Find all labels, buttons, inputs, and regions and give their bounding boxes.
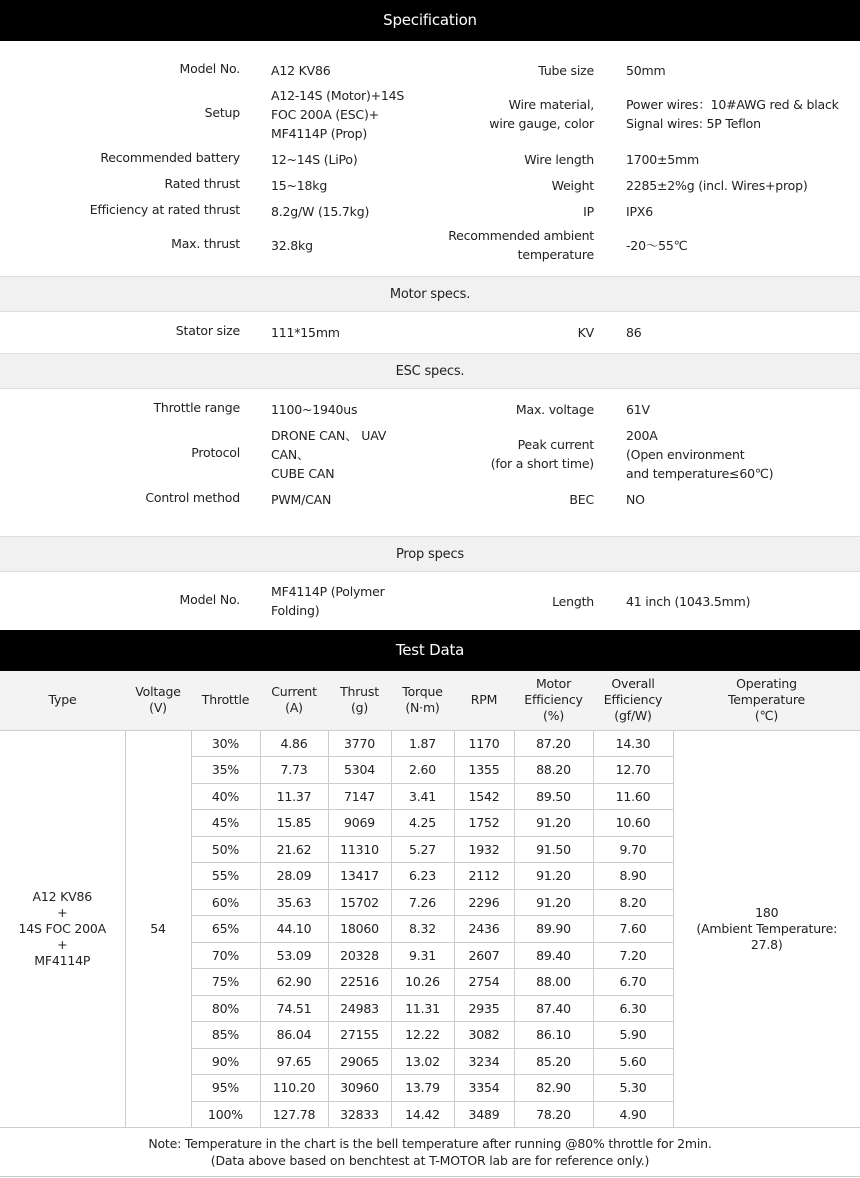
motor-right-label: KV <box>577 324 594 340</box>
table-cell: 30960 <box>328 1075 391 1102</box>
test-table-header-row <box>0 671 860 730</box>
table-cell: 10.60 <box>593 810 673 837</box>
table-cell: 110.20 <box>260 1075 328 1102</box>
table-cell: 87.20 <box>514 730 593 757</box>
spec-right-label: Weight <box>551 177 594 193</box>
motor-row <box>0 322 860 342</box>
table-cell: 89.50 <box>514 783 593 810</box>
table-cell: 30% <box>191 730 260 757</box>
table-cell: 55% <box>191 863 260 890</box>
table-cell: 2935 <box>454 995 514 1022</box>
table-cell: 20328 <box>328 942 391 969</box>
voltage-cell: 54 <box>125 730 191 1128</box>
table-cell: 89.40 <box>514 942 593 969</box>
table-cell: 86.10 <box>514 1022 593 1049</box>
table-cell: 127.78 <box>260 1101 328 1128</box>
esc-right-label: Max. voltage <box>515 401 594 417</box>
column-header: Operating Temperature (℃) <box>673 671 860 730</box>
table-cell: 24983 <box>328 995 391 1022</box>
table-cell: 1542 <box>454 783 514 810</box>
spec-row <box>0 149 860 169</box>
table-cell: 4.86 <box>260 730 328 757</box>
table-cell: 1752 <box>454 810 514 837</box>
esc-right-value: 61V <box>626 401 650 417</box>
table-cell: 2296 <box>454 889 514 916</box>
spec-row <box>0 175 860 195</box>
table-cell: 5304 <box>328 757 391 784</box>
table-cell: 6.23 <box>391 863 454 890</box>
spec-left-label: Max. thrust <box>171 235 240 251</box>
spec-right-label: Tube size <box>538 62 594 78</box>
spec-left-value: A12-14S (Motor)+14S FOC 200A (ESC)+ MF4114P (Prop) <box>271 87 405 141</box>
table-cell: 7.60 <box>593 916 673 943</box>
spec-right-value: -20～55℃ <box>626 237 688 253</box>
table-cell: 88.20 <box>514 757 593 784</box>
column-header: Motor Efficiency (%) <box>514 671 593 730</box>
motor-left-value: 111*15mm <box>271 324 340 340</box>
table-cell: 15702 <box>328 889 391 916</box>
table-cell: 88.00 <box>514 969 593 996</box>
column-header: Torque (N·m) <box>391 671 454 730</box>
table-cell: 5.60 <box>593 1048 673 1075</box>
prop-left-value: MF4114P (Polymer Folding) <box>271 584 385 618</box>
table-cell: 2754 <box>454 969 514 996</box>
esc-left-value: DRONE CAN、 UAV CAN、 CUBE CAN <box>271 427 387 481</box>
table-cell: 3234 <box>454 1048 514 1075</box>
table-cell: 35% <box>191 757 260 784</box>
table-cell: 3489 <box>454 1101 514 1128</box>
table-cell: 5.30 <box>593 1075 673 1102</box>
specification-header: Specification <box>0 0 860 41</box>
table-cell: 4.25 <box>391 810 454 837</box>
table-cell: 87.40 <box>514 995 593 1022</box>
table-cell: 2112 <box>454 863 514 890</box>
table-cell: 5.90 <box>593 1022 673 1049</box>
spec-right-label: Wire length <box>524 151 594 167</box>
spec-left-value: 8.2g/W (15.7kg) <box>271 203 370 219</box>
column-header: Overall Efficiency (gf/W) <box>593 671 673 730</box>
spec-row <box>0 228 860 262</box>
prop-specs-header: Prop specs <box>0 536 860 572</box>
spec-right-value: 2285±2%g (incl. Wires+prop) <box>626 177 808 193</box>
motor-right-value: 86 <box>626 324 642 340</box>
spec-right-label: Recommended ambient temperature <box>448 228 594 262</box>
table-cell: 2607 <box>454 942 514 969</box>
esc-right-value: 200A (Open environment and temperature≤60℃) <box>626 427 774 481</box>
table-cell: 11.31 <box>391 995 454 1022</box>
esc-left-label: Control method <box>145 489 240 505</box>
table-cell: 91.50 <box>514 836 593 863</box>
table-cell: 2436 <box>454 916 514 943</box>
table-cell: 45% <box>191 810 260 837</box>
table-cell: 10.26 <box>391 969 454 996</box>
prop-row <box>0 584 860 618</box>
table-cell: 11.37 <box>260 783 328 810</box>
esc-row <box>0 489 860 509</box>
column-header: RPM <box>454 671 514 730</box>
prop-right-value: 41 inch (1043.5mm) <box>626 593 751 609</box>
spec-right-value: 50mm <box>626 62 666 78</box>
table-cell: 14.30 <box>593 730 673 757</box>
spec-row <box>0 201 860 221</box>
esc-row <box>0 427 860 481</box>
table-cell: 12.70 <box>593 757 673 784</box>
note-row <box>0 1128 860 1177</box>
table-cell: 2.60 <box>391 757 454 784</box>
table-cell: 11310 <box>328 836 391 863</box>
table-cell: 32833 <box>328 1101 391 1128</box>
table-cell: 9069 <box>328 810 391 837</box>
table-cell: 86.04 <box>260 1022 328 1049</box>
table-cell: 7.20 <box>593 942 673 969</box>
test-data-table <box>0 671 860 1177</box>
table-cell: 13.79 <box>391 1075 454 1102</box>
table-cell: 6.70 <box>593 969 673 996</box>
table-cell: 8.20 <box>593 889 673 916</box>
table-cell: 97.65 <box>260 1048 328 1075</box>
spec-left-value: 15~18kg <box>271 177 328 193</box>
table-cell: 1932 <box>454 836 514 863</box>
table-cell: 90% <box>191 1048 260 1075</box>
table-cell: 4.90 <box>593 1101 673 1128</box>
esc-left-label: Throttle range <box>153 399 240 415</box>
table-cell: 1.87 <box>391 730 454 757</box>
table-cell: 75% <box>191 969 260 996</box>
table-cell: 60% <box>191 889 260 916</box>
column-header: Throttle <box>191 671 260 730</box>
table-cell: 82.90 <box>514 1075 593 1102</box>
table-cell: 9.31 <box>391 942 454 969</box>
spec-right-label: Wire material, wire gauge, color <box>489 97 594 131</box>
table-cell: 50% <box>191 836 260 863</box>
spec-left-label: Rated thrust <box>164 175 240 191</box>
spec-right-label: IP <box>583 203 594 219</box>
table-cell: 89.90 <box>514 916 593 943</box>
table-cell: 44.10 <box>260 916 328 943</box>
table-cell: 15.85 <box>260 810 328 837</box>
esc-left-value: 1100~1940us <box>271 401 358 417</box>
column-header: Thrust (g) <box>328 671 391 730</box>
prop-right-label: Length <box>552 593 594 609</box>
table-cell: 35.63 <box>260 889 328 916</box>
table-cell: 29065 <box>328 1048 391 1075</box>
table-cell: 78.20 <box>514 1101 593 1128</box>
spec-left-value: 12~14S (LiPo) <box>271 151 358 167</box>
table-cell: 8.32 <box>391 916 454 943</box>
test-data-header: Test Data <box>0 630 860 671</box>
table-cell: 1355 <box>454 757 514 784</box>
table-cell: 6.30 <box>593 995 673 1022</box>
table-cell: 1170 <box>454 730 514 757</box>
table-cell: 91.20 <box>514 889 593 916</box>
spec-left-label: Efficiency at rated thrust <box>89 201 240 217</box>
prop-left-label: Model No. <box>179 591 240 607</box>
column-header: Current (A) <box>260 671 328 730</box>
spec-left-label: Recommended battery <box>100 149 240 165</box>
table-cell: 5.27 <box>391 836 454 863</box>
temperature-cell: 180 (Ambient Temperature: 27.8) <box>673 730 860 1128</box>
motor-left-label: Stator size <box>175 322 240 338</box>
table-cell: 3082 <box>454 1022 514 1049</box>
spec-left-value: 32.8kg <box>271 237 313 253</box>
table-cell: 28.09 <box>260 863 328 890</box>
table-cell: 95% <box>191 1075 260 1102</box>
table-cell: 85% <box>191 1022 260 1049</box>
table-cell: 8.90 <box>593 863 673 890</box>
table-cell: 14.42 <box>391 1101 454 1128</box>
table-cell: 18060 <box>328 916 391 943</box>
esc-right-value: NO <box>626 491 645 507</box>
table-cell: 3770 <box>328 730 391 757</box>
table-cell: 21.62 <box>260 836 328 863</box>
note-text: Note: Temperature in the chart is the bell temperature after running @80% throttle for 2min. (Data above based on benchtest at T-MOTOR lab are for reference only.) <box>0 1128 860 1177</box>
spec-left-label: Model No. <box>179 60 240 76</box>
motor-specs-header: Motor specs. <box>0 276 860 312</box>
spec-row <box>0 60 860 80</box>
esc-left-label: Protocol <box>191 444 240 460</box>
table-cell: 12.22 <box>391 1022 454 1049</box>
column-header: Type <box>0 671 125 730</box>
table-cell: 7147 <box>328 783 391 810</box>
table-cell: 100% <box>191 1101 260 1128</box>
table-cell: 13.02 <box>391 1048 454 1075</box>
table-cell: 7.73 <box>260 757 328 784</box>
spec-right-value: Power wires：10#AWG red & black Signal wires: 5P Teflon <box>626 97 839 131</box>
esc-row <box>0 399 860 419</box>
table-cell: 70% <box>191 942 260 969</box>
spec-left-value: A12 KV86 <box>271 62 331 78</box>
table-cell: 11.60 <box>593 783 673 810</box>
table-cell: 3.41 <box>391 783 454 810</box>
table-cell: 27155 <box>328 1022 391 1049</box>
esc-left-value: PWM/CAN <box>271 491 332 507</box>
esc-specs-header: ESC specs. <box>0 353 860 389</box>
table-cell: 22516 <box>328 969 391 996</box>
table-cell: 91.20 <box>514 863 593 890</box>
table-cell: 65% <box>191 916 260 943</box>
table-cell: 13417 <box>328 863 391 890</box>
spec-row <box>0 87 860 141</box>
table-cell: 85.20 <box>514 1048 593 1075</box>
table-row <box>0 730 860 757</box>
table-cell: 3354 <box>454 1075 514 1102</box>
esc-right-label: BEC <box>569 491 594 507</box>
table-cell: 9.70 <box>593 836 673 863</box>
spec-right-value: 1700±5mm <box>626 151 699 167</box>
spec-left-label: Setup <box>204 104 240 120</box>
spec-right-value: IPX6 <box>626 203 653 219</box>
table-cell: 7.26 <box>391 889 454 916</box>
table-cell: 53.09 <box>260 942 328 969</box>
table-cell: 74.51 <box>260 995 328 1022</box>
table-cell: 62.90 <box>260 969 328 996</box>
column-header: Voltage (V) <box>125 671 191 730</box>
table-cell: 40% <box>191 783 260 810</box>
table-cell: 80% <box>191 995 260 1022</box>
table-cell: 91.20 <box>514 810 593 837</box>
type-cell: A12 KV86 + 14S FOC 200A + MF4114P <box>0 730 125 1128</box>
esc-right-label: Peak current (for a short time) <box>490 437 594 471</box>
